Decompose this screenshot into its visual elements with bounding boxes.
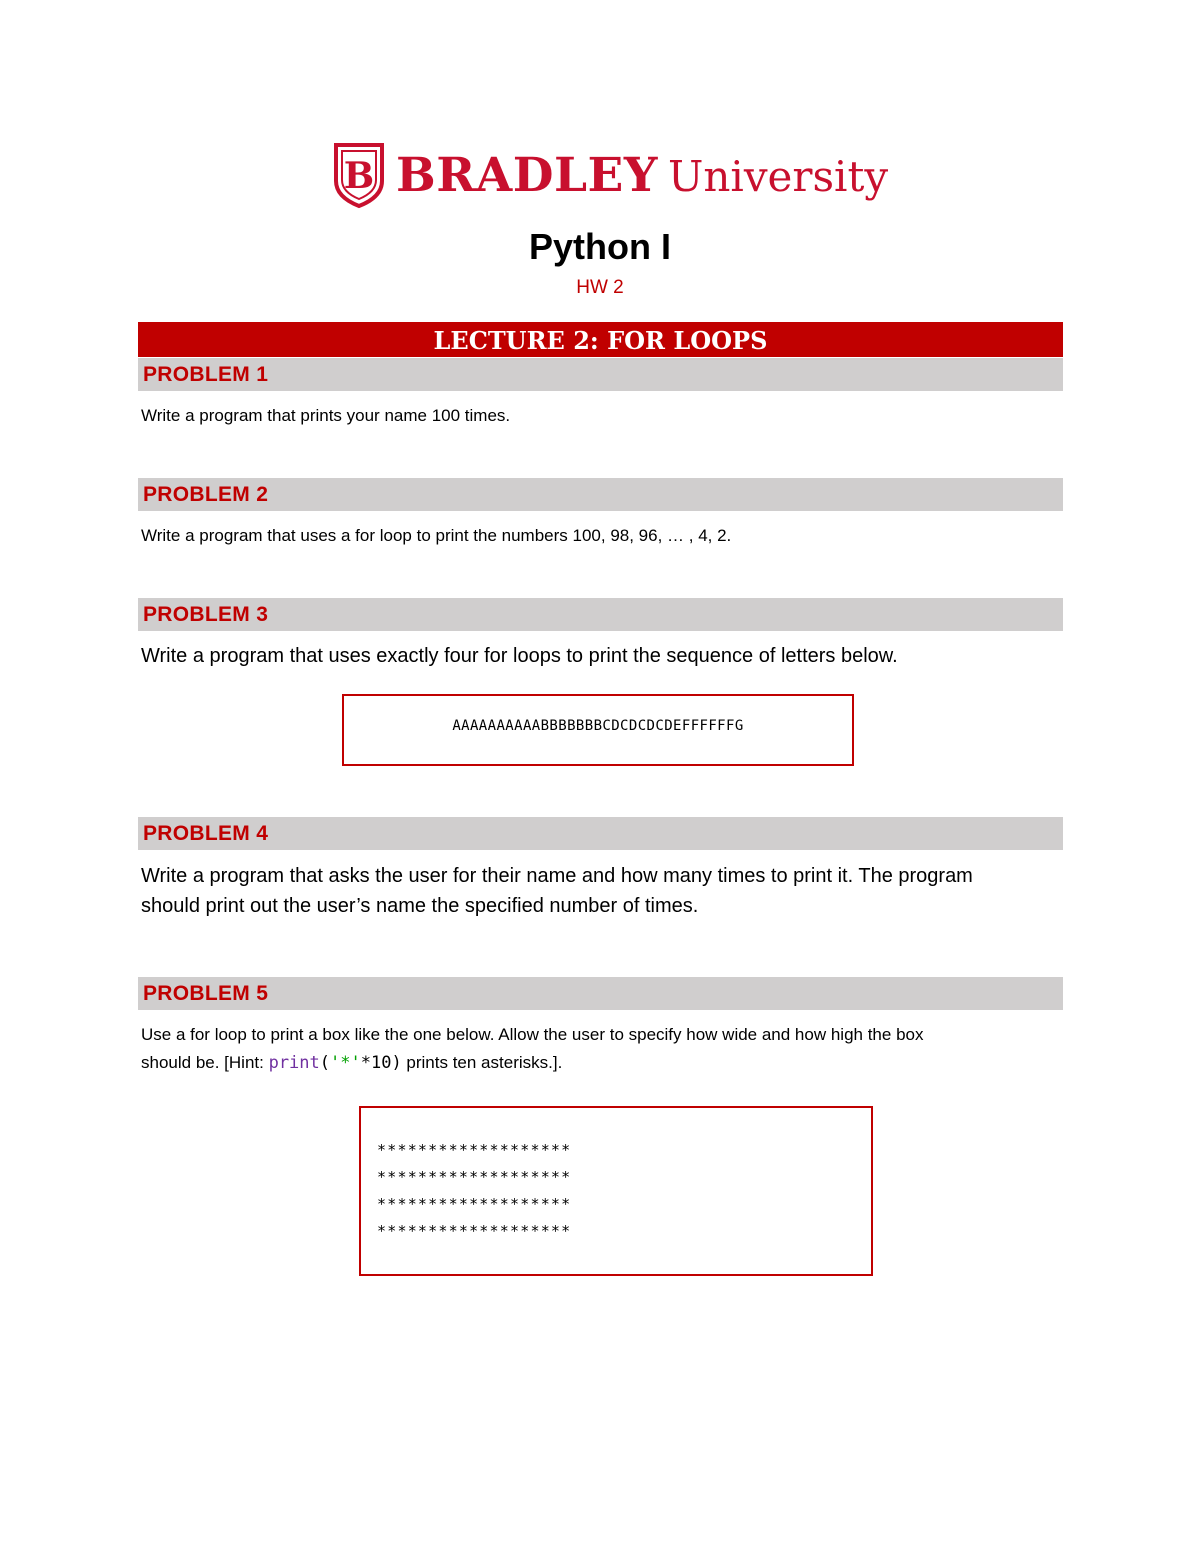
logo-wordmark (396, 148, 888, 203)
svg-text:B: B (343, 155, 375, 197)
problem-4-text-line-2: should print out the user’s name the specified number of times. (141, 895, 699, 917)
logo-bradley: BRADLEY (396, 147, 658, 203)
lecture-heading: LECTURE 2: FOR LOOPS (138, 322, 1063, 357)
problem-3-output-text: AAAAAAAAAABBBBBBBCDCDCDCDEFFFFFFG (452, 718, 744, 734)
hint-code-rest: *10) (360, 1053, 402, 1073)
logo-university: University (667, 151, 889, 201)
problem-5-output-box (359, 1106, 873, 1276)
bradley-shield-icon (332, 141, 386, 209)
problem-5-heading-bar (138, 977, 1063, 1010)
hint-code-string: '*' (330, 1053, 361, 1073)
problem-2-heading-bar (138, 478, 1063, 511)
problem-5-hint-prefix: should be. [Hint: (141, 1053, 269, 1072)
hint-code-paren: ( (319, 1053, 331, 1073)
hint-code-function: print (268, 1053, 320, 1073)
problem-5-text-line-1: Use a for loop to print a box like the one below. Allow the user to specify how wide and how high the box (141, 1025, 924, 1044)
problem-1-heading-bar (138, 358, 1063, 391)
asterisk-row: ******************* (377, 1222, 572, 1240)
asterisk-row: ******************* (377, 1141, 572, 1159)
problem-4-text-line-1: Write a program that asks the user for their name and how many times to print it. The program (141, 865, 973, 887)
problem-2-text: Write a program that uses a for loop to print the numbers 100, 98, 96, … , 4, 2. (141, 526, 732, 545)
page-title: Python I (529, 226, 671, 267)
page-subtitle: HW 2 (576, 277, 624, 298)
bradley-logo (332, 140, 889, 210)
problem-3-text: Write a program that uses exactly four for loops to print the sequence of letters below. (141, 645, 898, 667)
problem-1-text: Write a program that prints your name 100 times. (141, 406, 511, 425)
problem-4-heading: PROBLEM 4 (143, 822, 269, 845)
problem-3-output-box (342, 694, 854, 766)
asterisk-row: ******************* (377, 1168, 572, 1186)
asterisk-row: ******************* (377, 1195, 572, 1213)
problem-5-hint-suffix: prints ten asterisks.]. (401, 1053, 563, 1072)
problem-3-heading: PROBLEM 3 (143, 603, 269, 626)
problem-5-text-line-2 (141, 1049, 1066, 1077)
problem-4-heading-bar (138, 817, 1063, 850)
problem-3-heading-bar (138, 598, 1063, 631)
problem-2-heading: PROBLEM 2 (143, 483, 269, 506)
problem-5-heading: PROBLEM 5 (143, 982, 269, 1005)
problem-1-heading: PROBLEM 1 (143, 363, 269, 386)
